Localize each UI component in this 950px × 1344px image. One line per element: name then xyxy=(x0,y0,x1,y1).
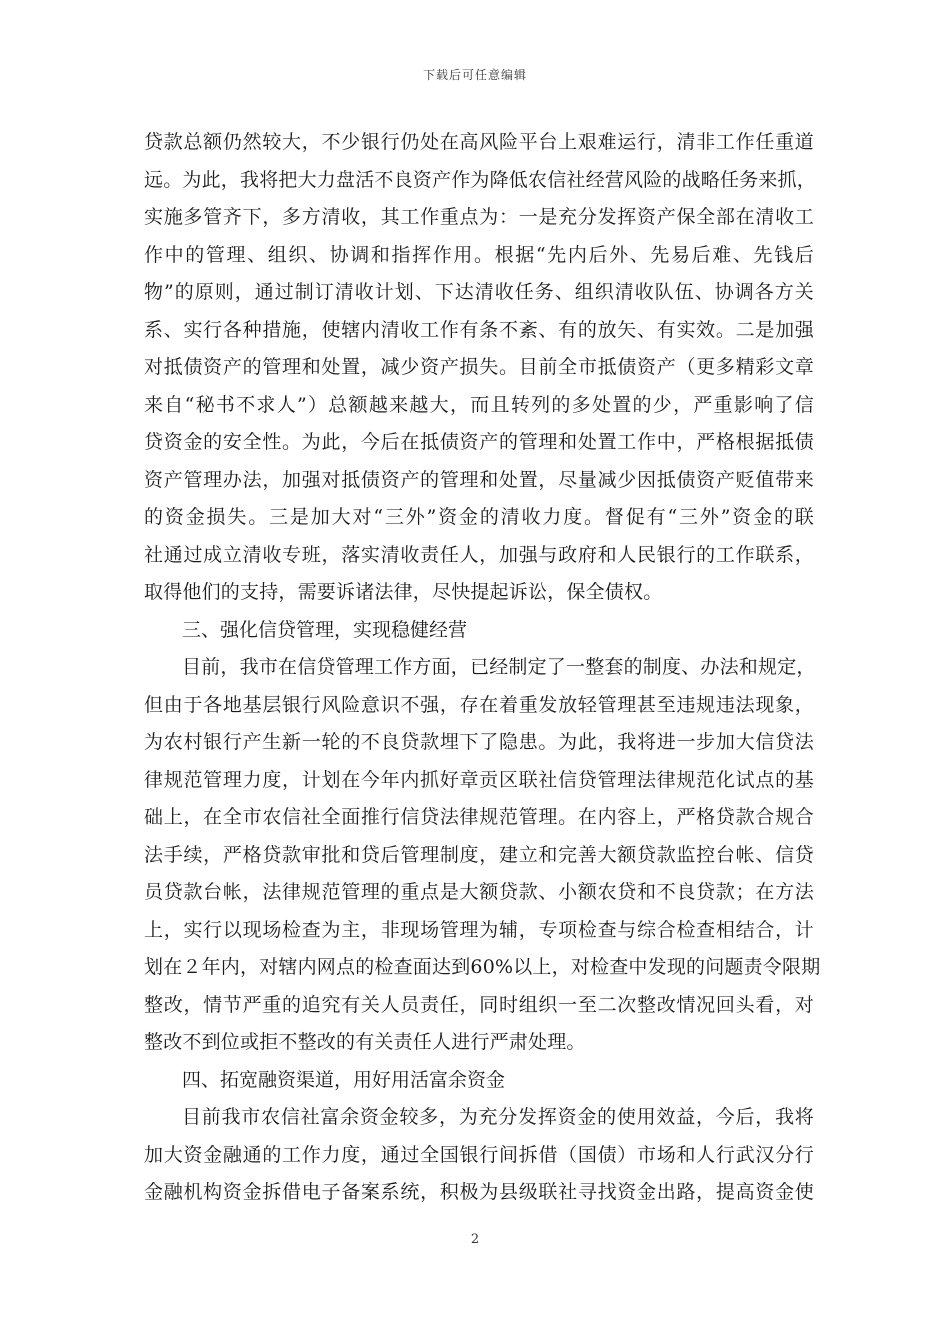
text-line: 实施多管齐下，多方清收，其工作重点为：一是充分发挥资产保全部在清收工 xyxy=(144,206,814,228)
document-body xyxy=(144,124,821,1212)
text-line: 律规范管理力度，计划在今年内抓好章贡区联社信贷管理法律规范化试点的基 xyxy=(144,768,814,791)
text-line: 作中的管理、组织、协调和指挥作用。根据“先内后外、先易后难、先钱后 xyxy=(144,243,814,266)
text-line: 划在２年内，对辖内网点的检查面达到60%以上，对检查中发现的问题责令限期 xyxy=(144,956,821,978)
text-line: 整改，情节严重的追究有关人员责任，同时组织一至二次整改情况回头看，对 xyxy=(144,993,814,1016)
text-line: 对抵债资产的管理和处置，减少资产损失。目前全市抵债资产（更多精彩文章 xyxy=(144,356,814,378)
text-line: 贷款总额仍然较大，不少银行仍处在高风险平台上艰难运行，清非工作任重道 xyxy=(144,131,814,153)
text-line: 整改不到位或拒不整改的有关责任人进行严肃处理。 xyxy=(144,1031,586,1053)
text-line: 但由于各地基层银行风险意识不强，存在着重发放轻管理甚至违规违法现象， xyxy=(144,693,814,716)
text-line: 法手续，严格贷款审批和贷后管理制度，建立和完善大额贷款监控台帐、信贷 xyxy=(144,843,814,866)
text-line: 础上，在全市农信社全面推行信贷法律规范管理。在内容上，严格贷款合规合 xyxy=(144,806,814,828)
page-header: 下载后可任意编辑 xyxy=(422,68,527,82)
text-line: 物”的原则，通过制订清收计划、下达清收任务、组织清收队伍、协调各方关 xyxy=(144,281,814,303)
paragraph-surplus-funds xyxy=(144,1099,814,1212)
section-heading-credit-management: 三、强化信贷管理，实现稳健经营 xyxy=(182,618,468,641)
text-line: 贷资金的安全性。为此，今后在抵债资产的管理和处置工作中，严格根据抵债 xyxy=(144,431,814,453)
text-line: 的资金损失。三是加大对“三外”资金的清收力度。督促有“三外”资金的联 xyxy=(144,506,814,528)
text-line: 系、实行各种措施，使辖内清收工作有条不紊、有的放矢、有实效。二是加强 xyxy=(144,318,814,341)
page-number: 2 xyxy=(470,1232,480,1247)
text-line: 金融机构资金拆借电子备案系统，积极为县级联社寻找资金出路，提高资金使 xyxy=(144,1181,814,1203)
section-heading-financing-channels: 四、拓宽融资渠道，用好用活富余资金 xyxy=(182,1068,506,1091)
text-line: 资产管理办法，加强对抵债资产的管理和处置，尽量减少因抵债资产贬值带来 xyxy=(144,468,814,491)
text-line: 目前，我市在信贷管理工作方面，已经制定了一整套的制度、办法和规定， xyxy=(182,656,816,678)
text-line: 上，实行以现场检查为主，非现场管理为辅，专项检查与综合检查相结合，计 xyxy=(144,918,814,941)
paragraph-credit-management xyxy=(144,649,821,1062)
text-line: 取得他们的支持，需要诉诸法律，尽快提起诉讼，保全债权。 xyxy=(144,581,663,603)
text-line: 来自“秘书不求人”）总额越来越大，而且转列的多处置的少，严重影响了信 xyxy=(144,393,814,416)
text-line: 员贷款台帐，法律规范管理的重点是大额贷款、小额农贷和不良贷款；在方法 xyxy=(144,881,814,903)
text-line: 为农村银行产生新一轮的不良贷款埋下了隐患。为此，我将进一步加大信贷法 xyxy=(144,731,814,753)
paragraph-asset-recovery xyxy=(144,124,817,612)
text-line: 加大资金融通的工作力度，通过全国银行间拆借（国债）市场和人行武汉分行 xyxy=(144,1143,814,1166)
text-line: 远。为此，我将把大力盘活不良资产作为降低农信社经营风险的战略任务来抓， xyxy=(144,168,817,191)
text-line: 目前我市农信社富余资金较多，为充分发挥资金的使用效益，今后，我将 xyxy=(182,1106,814,1128)
text-line: 社通过成立清收专班，落实清收责任人，加强与政府和人民银行的工作联系， xyxy=(144,543,814,566)
